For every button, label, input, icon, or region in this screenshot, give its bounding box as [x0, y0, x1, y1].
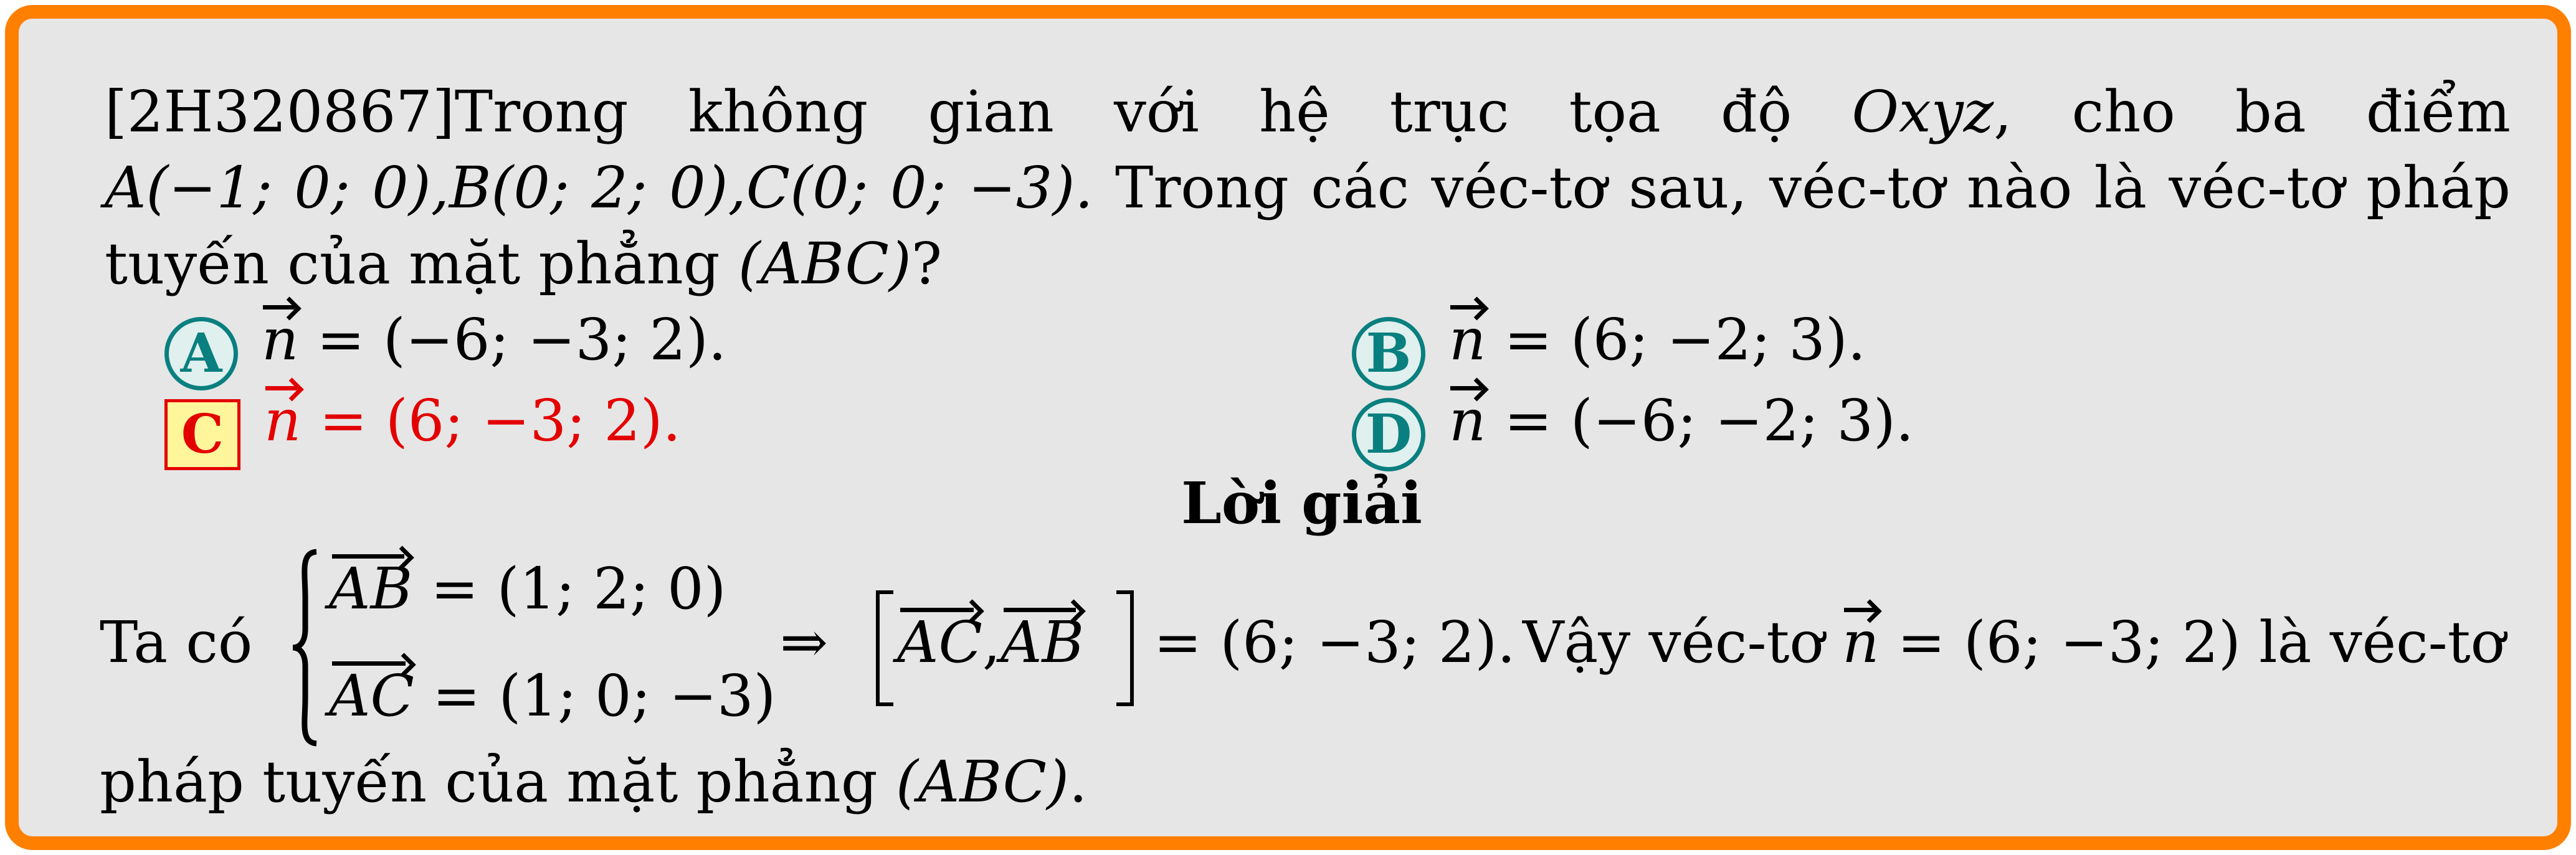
cross-product: AC,AB [897, 607, 1084, 679]
point-b: B(0; 2; 0), [449, 154, 746, 221]
option-a[interactable]: A n = (−6; −3; 2). [164, 304, 726, 390]
vector-n-icon: n [1842, 607, 1879, 679]
right-bracket [1116, 590, 1134, 706]
left-brace-icon [287, 548, 324, 747]
conclusion: Vậy véc-tơ n = (6; −3; 2) là véc-tơ [1523, 607, 2505, 679]
left-bracket [876, 590, 893, 706]
option-c-correct[interactable]: C n = (6; −3; 2). [164, 385, 681, 470]
option-d-marker: D [1352, 398, 1425, 471]
problem-line-3: tuyến của mặt phẳng (ABC)? [105, 230, 943, 297]
solution-intro: Ta có [100, 609, 253, 676]
problem-line-1: [2H320867]Trong không gian với hệ trục tọa độ Oxyz, cho ba điểm [105, 78, 2511, 145]
option-a-marker: A [164, 317, 238, 390]
equation-ac: AC = (1; 0; −3) [329, 660, 776, 732]
vector-ac: AC [329, 660, 414, 732]
vector-n-icon: n [1449, 385, 1486, 457]
implies-arrow: ⇒ [780, 609, 829, 676]
plane-name: (ABC) [738, 230, 911, 297]
vector-n-icon: n [264, 385, 301, 457]
option-d[interactable]: D n = (−6; −2; 3). [1352, 385, 1914, 471]
problem-code: [2H320867] [105, 78, 455, 145]
question-card [5, 5, 2571, 850]
option-c-marker: C [164, 399, 240, 470]
point-a: A(−1; 0; 0), [105, 154, 449, 221]
problem-line-2: A(−1; 0; 0),B(0; 2; 0),C(0; 0; −3). Trong các véc-tơ sau, véc-tơ nào là véc-tơ pháp [105, 154, 2511, 221]
option-b-marker: B [1352, 317, 1425, 390]
option-b[interactable]: B n = (6; −2; 3). [1352, 304, 1866, 390]
cross-result: = (6; −3; 2). [1154, 609, 1516, 676]
solution-last-line: pháp tuyến của mặt phẳng (ABC). [100, 749, 1088, 815]
vector-n-icon: n [262, 304, 298, 376]
vector-n-icon: n [1449, 304, 1486, 376]
point-c: C(0; 0; −3). [746, 154, 1093, 221]
frame-name: Oxyz [1851, 78, 1994, 145]
equation-ab: AB = (1; 2; 0) [329, 553, 726, 625]
solution-heading: Lời giải [1181, 470, 1422, 537]
vector-ab: AB [329, 553, 412, 625]
